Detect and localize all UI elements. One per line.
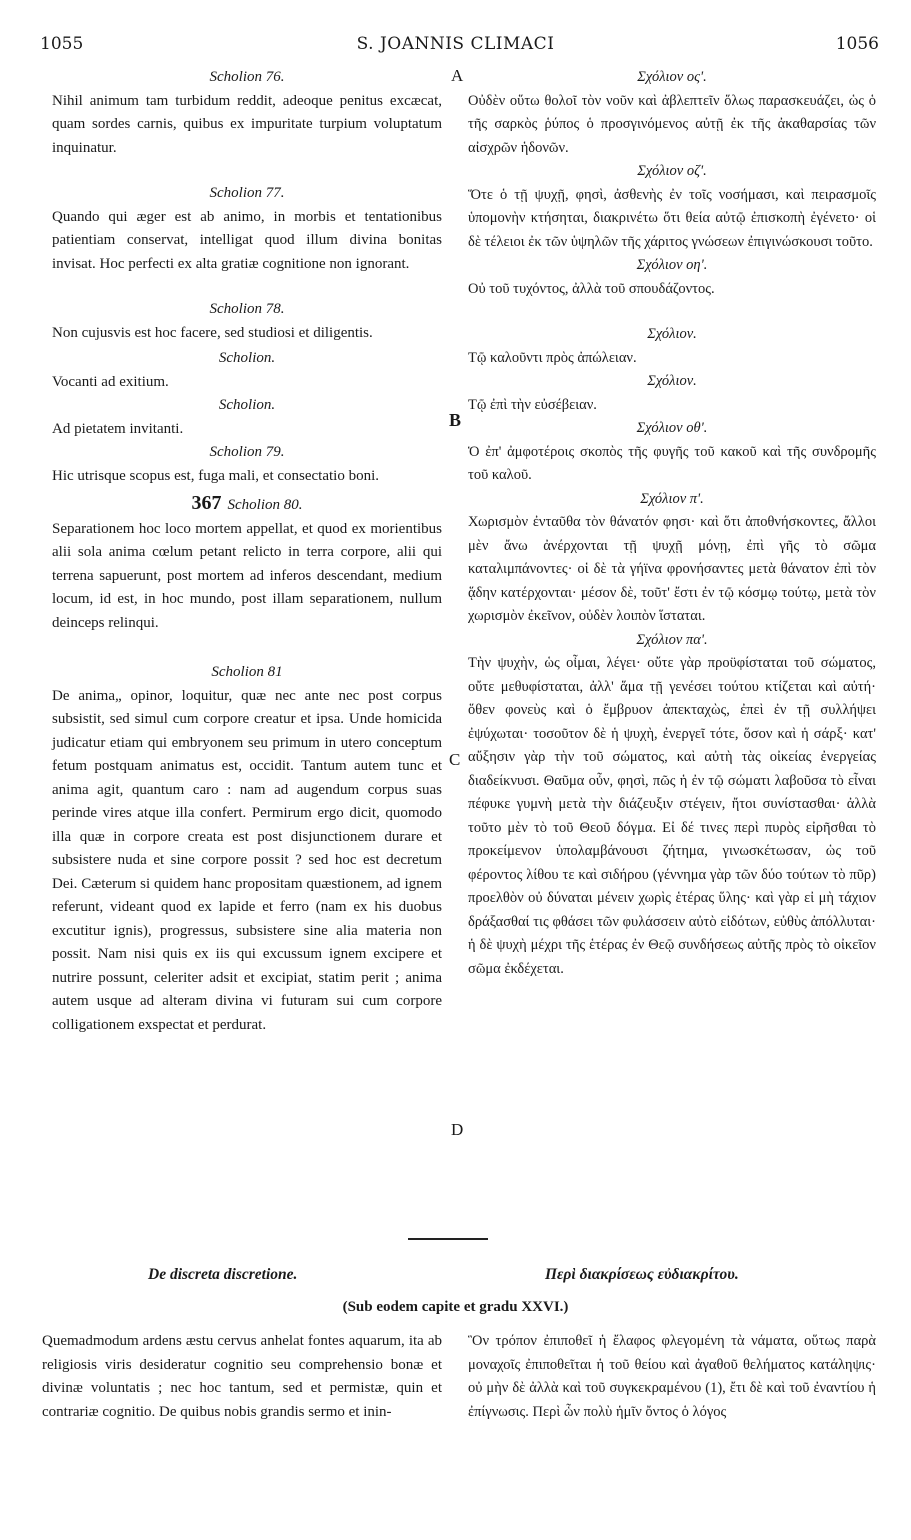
scholion-text: Nihil animum tam turbidum reddit, adeoque penitus excæcat, quam sordes carnis, quibus ex impuritate turpium voluptatum inquinatur.: [52, 92, 442, 156]
scholion-text: Quando qui æger est ab animo, in morbis et tentationibus patientiam conservat, intelligat quod illum divina bonitas invisat. Hoc perfecti ex alta gratiæ cognitione non ignorant.: [52, 208, 442, 272]
section-title-latin: De discreta discretione.: [148, 1266, 298, 1283]
scholion-heading: Scholion 76.: [209, 69, 285, 85]
section-divider: [408, 1238, 488, 1240]
section-subtitle: (Sub eodem capite et gradu XXVI.): [342, 1299, 569, 1315]
scholion-heading: Scholion 81: [211, 664, 283, 680]
margin-marker-b: B: [449, 410, 462, 430]
scholion-heading: Σχόλιον π'.: [640, 490, 704, 507]
page-header: [0, 34, 911, 60]
scholion-text: Οὐδὲν οὕτω θολοῖ τὸν νοῦν καὶ ἀβλεπτεῖν ὅλως παρασκευάζει, ὡς ὁ τῆς σαρκὸς ῥύπος ὁ προσγινόμενος αὐτῇ ἐκ τῆς ἀκαθαρσίας τῶν αἰσχρῶν ἡδονῶν.: [468, 92, 876, 156]
scholion-text: Vocanti ad exitium.: [52, 373, 169, 390]
scholion-text: Τῷ ἐπὶ τὴν εὐσέβειαν.: [468, 396, 597, 413]
scholion-text: Χωρισμὸν ἐνταῦθα τὸν θάνατόν φησι· καὶ ὅτι ἀποθνήσκοντες, ἄλλοι μὲν ἄνω ἀνέρχονται τῇ ψυχῇ μόνῃ, ἐπὶ γῆς τὸ σῶμα καταλιμπάνοντες· οἱ δὲ τὰ γήϊνα φρονήσαντες μετὰ θάνατον ἐπὶ τὸν ᾅδην κατέρχονται· μέσον δὲ, τοῦτ' ἔστι ἐν τῷ κόσμῳ τούτῳ, μετὰ τὸν χωρισμὸν ἐκεῖνον, οὐδὲν λοιπὸν ἵσταται.: [468, 514, 876, 624]
section-text-latin: Quemadmodum ardens æstu cervus anhelat fontes aquarum, ita ab religiosis viris desideratur cognitio seu comprehensio bonæ et divinæ voluntatis ; nec hoc tantum, sed et permistæ, quin et contrariæ cognitio. De quibus nobis grandis sermo et inin-: [42, 1333, 442, 1420]
scholion-text: Ὁ ἐπ' ἀμφοτέροις σκοπὸς τῆς φυγῆς τοῦ κακοῦ καὶ τῆς συνδρομῆς τοῦ καλοῦ.: [468, 443, 876, 483]
scholion-heading: Σχόλιον πα'.: [636, 631, 708, 648]
scholion-text: Τῷ καλοῦντι πρὸς ἀπώλειαν.: [468, 349, 637, 366]
scholion-heading: Σχόλιον οζ'.: [637, 163, 707, 179]
scholion-text: Hic utrisque scopus est, fuga mali, et consectatio boni.: [52, 467, 380, 484]
column-number: 367: [191, 492, 222, 514]
section-text-greek: Ὃν τρόπον ἐπιποθεῖ ἡ ἔλαφος φλεγομένη τὰ νάματα, οὕτως παρὰ μοναχοῖς ἐπιποθεῖται ἡ τοῦ θείου καὶ ἀγαθοῦ θελήματος κατάληψις· οὐ μὴν δὲ ἀλλὰ καὶ τοῦ συγκεκραμένου (1), ἔτι δὲ καὶ τοῦ ἐναντίου ἡ ἐπίγνωσις. Περὶ ὧν πολὺ ἡμῖν ὄντος ὁ λόγος: [468, 1333, 876, 1420]
scholion-text: Ad pietatem invitanti.: [52, 420, 184, 437]
scholion-heading: Σχόλιον ος'.: [637, 69, 707, 85]
scholion-heading: Scholion 80.: [227, 497, 303, 513]
scholion-heading: Σχόλιον.: [647, 326, 697, 342]
scholion-heading: Scholion 77.: [209, 185, 285, 201]
scholion-heading: Scholion 79.: [209, 444, 285, 460]
margin-marker-d: D: [451, 1120, 464, 1139]
scholion-text: Οὐ τοῦ τυχόντος, ἀλλὰ τοῦ σπουδάζοντος.: [468, 280, 715, 297]
scholion-heading: Σχόλιον.: [647, 373, 697, 389]
scholion-heading: Σχόλιον οη'.: [636, 257, 708, 273]
scholion-text: Non cujusvis est hoc facere, sed studiosi et diligentis.: [52, 324, 373, 341]
scholion-text: Τὴν ψυχὴν, ὡς οἶμαι, λέγει· οὔτε γὰρ προϋφίσταται τοῦ σώματος, οὔτε μεθυφίσταται, ἀλλ' ἅμα τῇ γενέσει τούτου κτίζεται καὶ αὐτή· ὅθεν φονεὺς καὶ ὁ ἔμβρυον ἀπεκταχὼς, ἐπεὶ ἐν τῇ συλλήψει ἐψύχωται· τοσοῦτον δὲ ἡ ψυχὴ, ἐνεργεῖ τότε, ὅσον καὶ ἡ σάρξ· κατ' αὔξησιν γὰρ τὴν τοῦ σώματος, καὶ αὐτὴ τὰς οἰκείας ἐνεργείας διαδείκνυσι. Θαῦμα οὖν, φησὶ, πῶς ἡ ἐν τῷ σώματι λαβοῦσα τὸ εἶναι πέφυκε γυμνὴ μετὰ τὴν διάζευξιν στέγειν, ἤτοι συνίστασθαι· ἀλλὰ τοῦτο μὲν τὸ τοῦ Θεοῦ δόγμα. Εἰ δέ τινες περὶ πυρὸς εἰρῆσθαι τὸ προκείμενον ὑπολαμβάνουσι ζήτημα, γινωσκέτωσαν, ὡς τοῦ φέροντος λίθου τε καὶ σιδήρου (γέννημα γὰρ τῶν δύο τούτων τὸ πῦρ) προελθὸν οὐ δύναται μένειν χωρὶς ἑτέρας ὕλης· καὶ γὰρ εἰ μὴ τάχιον δράξασθαί τις φθάσει τῶν φυλάσσειν αὐτὸ εἰδότων, εὐθὺς ἀπόλλυται· ἡ δὲ ψυχὴ μέχρι τῆς ἑτέρας ἐν Θεῷ συνδήσεως αὐτῆς πρὸς τὸ οἰκεῖον σῶμα ἐκδέχεται.: [468, 655, 876, 977]
scholion-heading: Scholion.: [218, 350, 276, 366]
page-number-right: 1056: [835, 34, 879, 54]
scholion-heading: Scholion 78.: [209, 301, 285, 317]
greek-column: [468, 66, 876, 981]
scholion-heading: Scholion.: [218, 397, 276, 413]
scholion-text: Separationem hoc loco mortem appellat, et quod ex morientibus alii sola anima cœlum petant relicto in terra corpore, alii qui terrena sapuerunt, post mortem ad inferos descendant, medium locum, id est, in hoc mundo, post illam separationem, nullum deinceps relinqui.: [52, 520, 442, 631]
scholion-heading: Σχόλιον οθ'.: [636, 420, 708, 436]
margin-marker-c: C: [449, 750, 461, 769]
scholion-heading-numbered: [52, 492, 442, 518]
page-number-left: 1055: [40, 34, 84, 54]
scholion-text: De anima„ opinor, loquitur, quæ nec ante nec post corpus subsistit, sed simul cum corpore creatur et ipsa. Unde homicida judicatur etiam qui embryonem seu primum in utero conceptum fetum postquam animatus est, occidit. Tantum autem tunc et anima agit, quantum caro : nam ad augendum corpus suas perinde vires atque illa confert. Permirum ergo dicit, quomodo illa quæ in corpore creata est post disjunctionem durare et subsistere nuda et sine corpore possit ? sed hoc est decretum Dei. Cæterum si quidem hanc propositam quæstionem, ad ignem referunt, videant quod ex lapide et ferro (nam ex his duobus excutitur ignis), progressus, subsistere sine alia materia non possit. Nam nisi quis ex iis qui excussum ignem excipere et nutrire possunt, celeriter adsit et excipiat, statim perit ; anima autem usque ad alteram divina vi futuram sui cum corpore colligationem exspectat et perdurat.: [52, 687, 442, 1033]
latin-column: [52, 66, 442, 1037]
margin-marker-a: A: [451, 66, 464, 85]
scholion-text: Ὅτε ὁ τῇ ψυχῇ, φησὶ, ἀσθενὴς ἐν τοῖς νοσήμασι, καὶ πειρασμοῖς ὑπομονὴν κτήσηται, διακρινέτω ὅτι θεία αὐτῷ ἐπισκοπὴ ἐγένετο· οἱ δὲ τέλειοι ἐκ τῶν ὑψηλῶν τῆς χάριτος γνώσεων ἐπιγινώσκουσι τοῦτο.: [468, 186, 876, 250]
section-title-greek: Περὶ διακρίσεως εὐδιακρίτου.: [545, 1266, 739, 1283]
running-title: S. JOANNIS CLIMACI: [356, 34, 555, 54]
